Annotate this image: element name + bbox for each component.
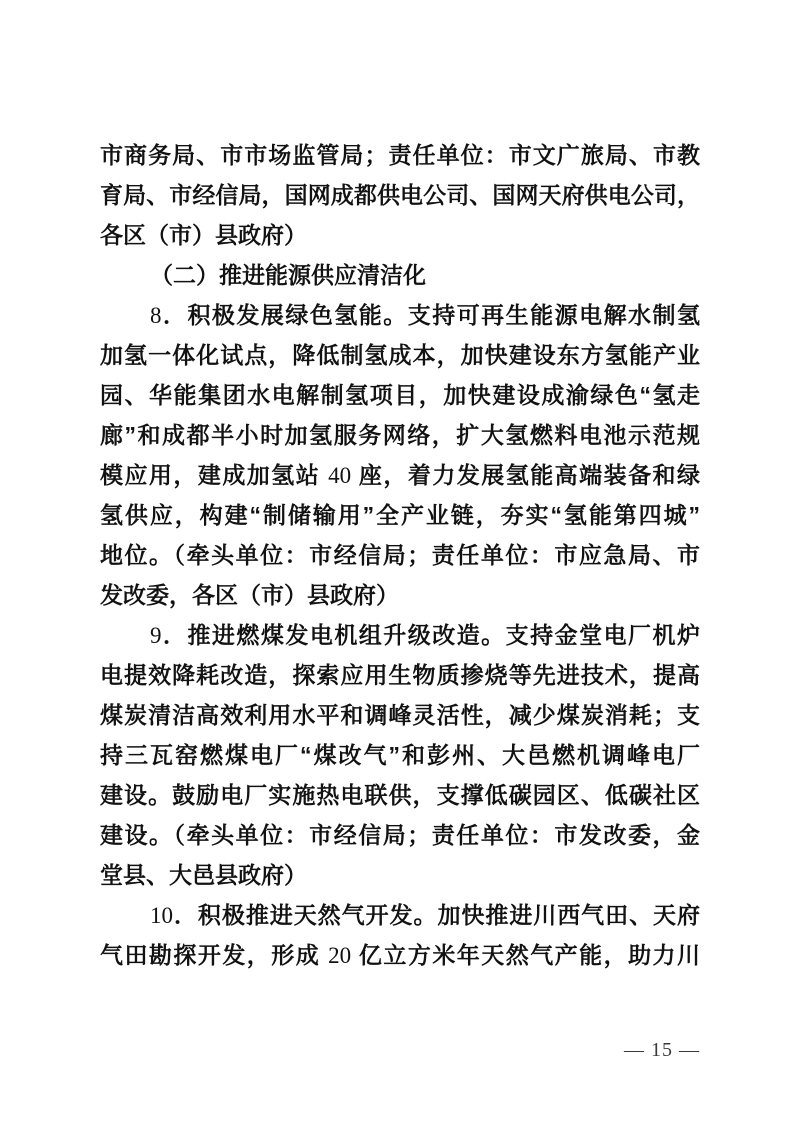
text-line: 地位。（牵头单位：市经信局；责任单位：市应急局、市 xyxy=(100,542,700,568)
text-line: 持三瓦窑燃煤电厂“煤改气”和彭州、大邑燃机调峰电厂 xyxy=(100,742,700,768)
text-line: 加氢一体化试点，降低制氢成本，加快建设东方氢能产业 xyxy=(100,342,700,368)
text-line: 园、华能集团水电解制氢项目，加快建设成渝绿色“氢走 xyxy=(100,382,700,408)
document-body xyxy=(100,135,700,975)
numeral: 8 xyxy=(150,303,162,328)
numeral: 40 xyxy=(328,463,352,488)
text-line: 育局、市经信局，国网成都供电公司、国网天府供电公司， xyxy=(100,182,700,208)
text-line: 市商务局、市市场监管局；责任单位：市文广旅局、市教 xyxy=(100,142,700,168)
numeral: 10 xyxy=(150,903,173,928)
text-line: 气田勘探开发，形成 20 亿立方米年天然气产能，助力川 xyxy=(100,942,700,968)
text-line: 10．积极推进天然气开发。加快推进川西气田、天府 xyxy=(150,902,700,928)
text-line: 建设。（牵头单位：市经信局；责任单位：市发改委，金 xyxy=(100,822,700,848)
numeral: 9 xyxy=(150,623,162,648)
page-number: — 15 — xyxy=(624,1039,700,1061)
text-line: 建设。鼓励电厂实施热电联供，支撑低碳园区、低碳社区 xyxy=(100,782,700,808)
text-line: 发改委，各区（市）县政府） xyxy=(100,582,399,608)
text-line: 廊”和成都半小时加氢服务网络，扩大氢燃料电池示范规 xyxy=(100,422,700,448)
text-line: 8．积极发展绿色氢能。支持可再生能源电解水制氢 xyxy=(150,302,700,328)
numeral: 20 xyxy=(328,943,352,968)
text-line: 煤炭清洁高效利用水平和调峰灵活性，减少煤炭消耗；支 xyxy=(100,702,700,728)
text-line: 电提效降耗改造，探索应用生物质掺烧等先进技术，提高 xyxy=(100,662,700,688)
text-line: 9．推进燃煤发电机组升级改造。支持金堂电厂机炉 xyxy=(150,622,700,648)
text-line: 模应用，建成加氢站 40 座，着力发展氢能高端装备和绿 xyxy=(100,462,700,488)
text-line: 各区（市）县政府） xyxy=(100,222,307,248)
text-line: 氢供应，构建“制储输用”全产业链，夯实“氢能第四城” xyxy=(100,502,700,528)
text-line: （二）推进能源供应清洁化 xyxy=(150,262,426,288)
text-line: 堂县、大邑县政府） xyxy=(100,862,307,888)
